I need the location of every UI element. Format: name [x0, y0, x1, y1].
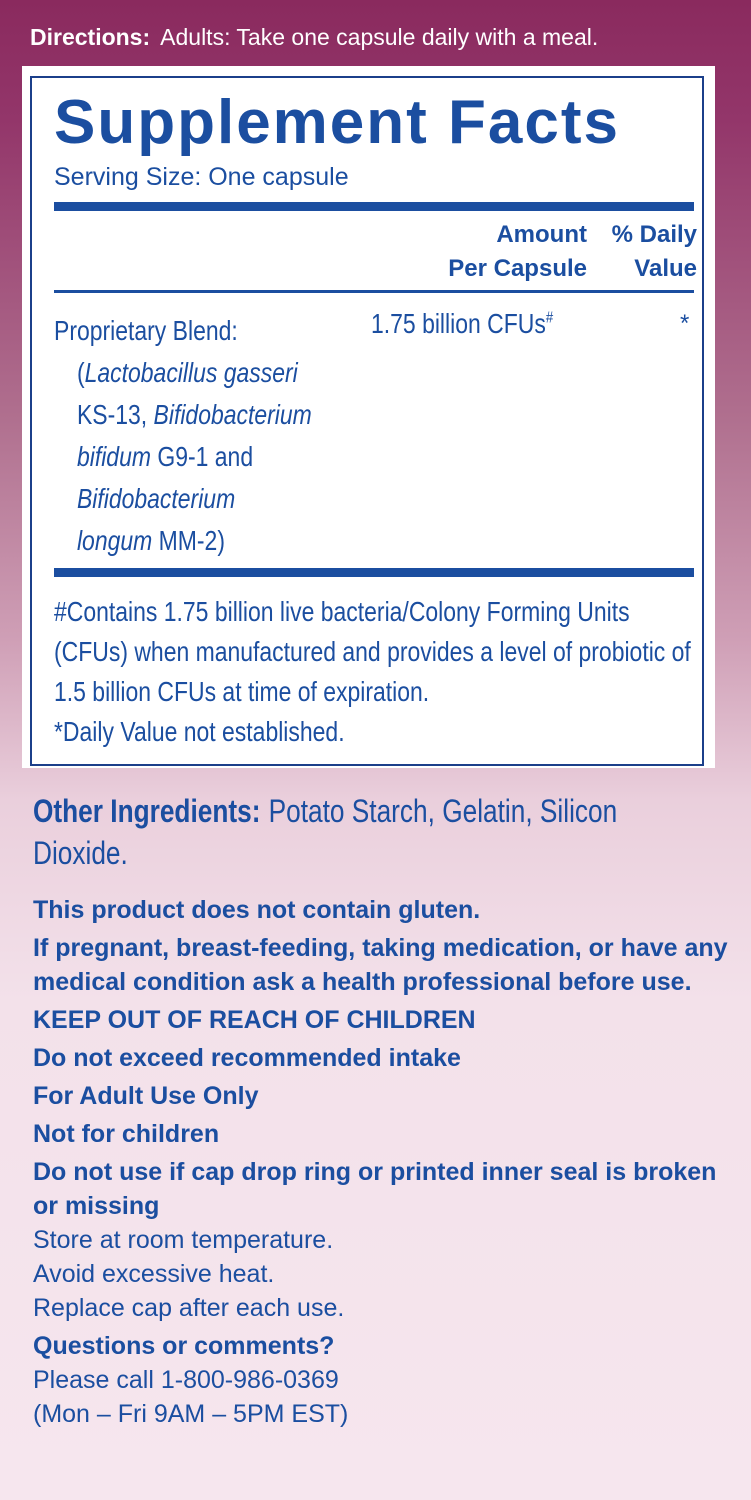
adult-use-warning: For Adult Use Only	[33, 1082, 259, 1110]
blend-description	[54, 310, 316, 562]
storage-line-3: Replace cap after each use.	[33, 1294, 345, 1322]
strain-1: KS-13,	[76, 399, 148, 430]
facts-divider-bottom	[54, 568, 694, 577]
header-amount	[427, 218, 587, 286]
blend-amount-mark: #	[545, 309, 554, 327]
storage-line-2: Avoid excessive heat.	[33, 1260, 275, 1288]
directions-text: Adults: Take one capsule daily with a meal.	[160, 24, 599, 50]
phone-line: Please call 1-800-986-0369	[33, 1366, 339, 1394]
intake-warning: Do not exceed recommended intake	[33, 1044, 461, 1072]
open-paren: (	[76, 357, 85, 388]
blend-name: Proprietary Blend:	[54, 315, 238, 346]
strain-2: G9-1 and	[150, 441, 254, 472]
blend-amount	[371, 308, 553, 340]
species-2: Bifidobacterium bifidum	[76, 399, 312, 472]
questions-heading: Questions or comments?	[33, 1332, 335, 1360]
other-ingredients-label: Other Ingredients:	[33, 793, 261, 829]
not-for-children-warning: Not for children	[33, 1120, 220, 1148]
facts-title: Supplement Facts	[54, 88, 620, 157]
pregnancy-warning: If pregnant, breast-feeding, taking medication, or have any medical condition ask a health professional before use.	[33, 934, 728, 996]
seal-warning: Do not use if cap drop ring or printed inner seal is broken or missing	[33, 1158, 717, 1220]
header-amount-line2: Per Capsule	[448, 255, 587, 282]
hours-line: (Mon – Fri 9AM – 5PM EST)	[33, 1400, 349, 1428]
footnote-daily-value: *Daily Value not established.	[54, 716, 345, 747]
header-dv-line1: % Daily	[611, 221, 697, 248]
header-daily-value	[587, 218, 697, 286]
facts-divider-top	[54, 202, 694, 211]
header-amount-line1: Amount	[496, 221, 587, 248]
blend-daily-value: *	[680, 310, 690, 337]
serving-size: Serving Size: One capsule	[54, 163, 349, 191]
header-dv-line2: Value	[634, 255, 697, 282]
strain-3: MM-2)	[152, 525, 225, 556]
blend-amount-value: 1.75 billion CFUs	[371, 308, 546, 339]
supplement-facts-box	[30, 76, 704, 766]
blend-ingredients	[54, 352, 316, 562]
warnings-section	[33, 893, 733, 1431]
storage-line-1: Store at room temperature.	[33, 1226, 334, 1254]
other-ingredients	[33, 790, 689, 874]
facts-footnotes	[54, 592, 702, 752]
gluten-statement: This product does not contain gluten.	[33, 896, 481, 924]
species-1: Lactobacillus gasseri	[84, 357, 298, 388]
keep-out-warning: KEEP OUT OF REACH OF CHILDREN	[33, 1006, 476, 1034]
other-ingredients-text: Potato Starch, Gelatin, Silicon Dioxide.	[33, 793, 618, 871]
footnote-cfu: #Contains 1.75 billion live bacteria/Colony Forming Units (CFUs) when manufactured and provides a level of probiotic of 1.5 billion CFUs at time of expiration.	[54, 596, 691, 707]
directions	[30, 26, 730, 49]
facts-divider-header	[54, 290, 694, 293]
directions-label: Directions:	[30, 24, 151, 50]
species-3: Bifidobacterium longum	[76, 483, 236, 556]
